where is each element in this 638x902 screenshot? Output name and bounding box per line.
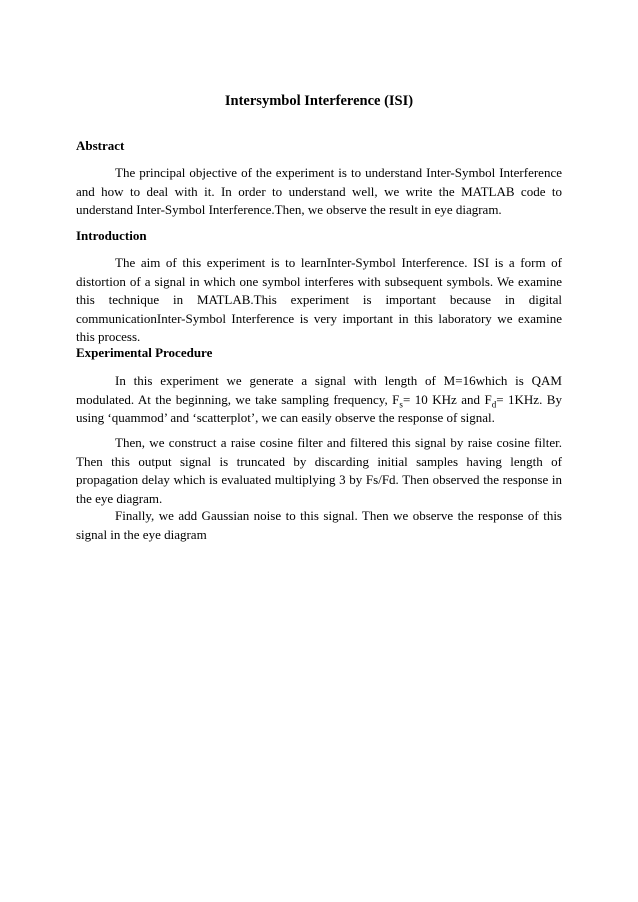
fd-subscript: d xyxy=(491,399,497,410)
procedure-paragraph-3: Finally, we add Gaussian noise to this signal. Then we observe the response of this signal in the eye diagram xyxy=(76,508,562,542)
abstract-paragraph: The principal objective of the experiment is to understand Inter-Symbol Interference and how to deal with it. In order to understand well, we write the MATLAB code to understand Inter-Symbol Interference.Then, we observe the result in eye diagram. xyxy=(76,165,562,217)
procedure-text-3: = 1KHz. By using ‘quammod’ and ‘scatterplot’, we can easily observe the response of signal. xyxy=(76,391,562,425)
introduction-paragraph: The aim of this experiment is to learnInter-Symbol Interference. ISI is a form of distortion of a signal in which one symbol interferes with subsequent symbols. We examine this technique in MATLAB.This experiment is important because in digital communicationInter-Symbol Interference is very important in this laboratory we examine this process. xyxy=(76,255,562,344)
abstract-heading: Abstract xyxy=(76,138,125,153)
procedure-heading: Experimental Procedure xyxy=(76,345,213,360)
procedure-text-2: = 10 KHz and F xyxy=(402,391,492,407)
document-title: Intersymbol Interference (ISI) xyxy=(224,93,414,109)
procedure-paragraph-1 xyxy=(76,372,562,428)
introduction-heading: Introduction xyxy=(76,228,147,243)
procedure-paragraph-2: Then, we construct a raise cosine filter and filtered this signal by raise cosine filter. Then this output signal is truncated by discarding initial samples having length of propagation delay which is evaluated multiplying 3 by Fs/Fd. Then observed the response in the eye diagram. xyxy=(76,435,562,506)
fs-subscript: s xyxy=(399,399,403,410)
procedure-text-1: In this experiment we generate a signal with length of M=16which is QAM modulated. At the beginning, we take sampling frequency, F xyxy=(76,373,562,407)
